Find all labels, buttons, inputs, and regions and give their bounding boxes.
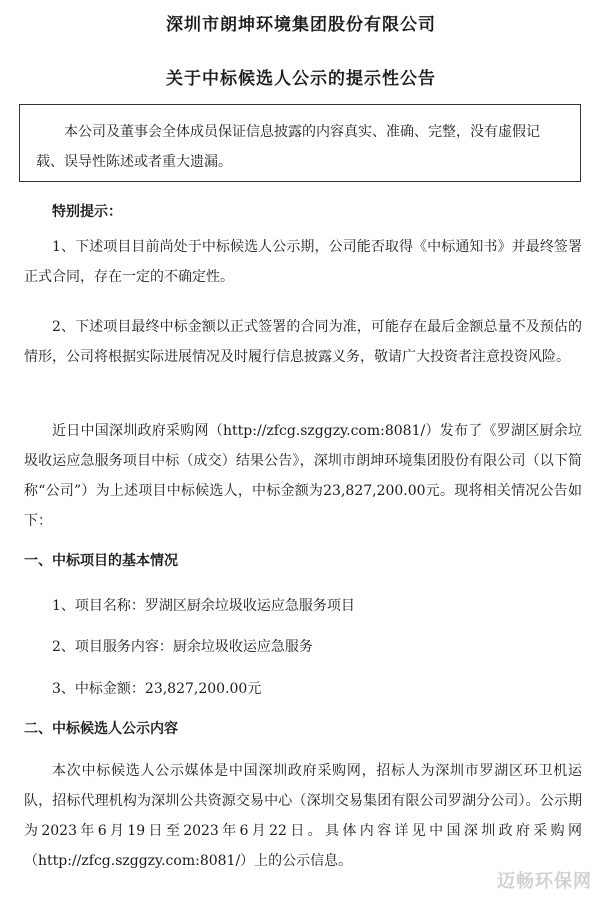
intro-paragraph: 近日中国深圳政府采购网（http://zfcg.szggzy.com:8081/）发布了《罗湖区厨余垃圾收运应急服务项目中标（成交）结果公告》，深圳市朗坤环境集团股份有限公司（以下简称“公司”）为上述项目中标候选人，中标金额为23,827,200.00元。现将相关情况公告如下：: [24, 423, 582, 529]
bid-amount-item: 3、中标金额：23,827,200.00元: [52, 681, 262, 697]
section2-body: 本次中标候选人公示媒体是中国深圳政府采购网，招标人为深圳市罗湖区环卫机运队，招标代理机构为深圳公共资源交易中心（深圳交易集团有限公司罗湖分公司）。公示期为2023年6月19日至2023年6月22日。具体内容详见中国深圳政府采购网（http://zfcg.szggzy.com:8081/）上的公示信息。: [24, 763, 582, 869]
tip-paragraph-1: 1、下述项目目前尚处于中标候选人公示期，公司能否取得《中标通知书》并最终签署正式合同，存在一定的不确定性。: [24, 239, 582, 285]
special-tips-heading: 特别提示：: [52, 204, 122, 220]
project-service-item: 2、项目服务内容：厨余垃圾收运应急服务: [52, 639, 313, 655]
company-name: 深圳市朗坤环境集团股份有限公司: [166, 15, 436, 35]
site-watermark: 迈畅环保网: [497, 871, 592, 892]
section2-heading: 二、中标候选人公示内容: [24, 721, 178, 737]
announcement-title: 关于中标候选人公示的提示性公告: [166, 69, 436, 89]
disclaimer-box: 本公司及董事会全体成员保证信息披露的内容真实、准确、完整，没有虚假记载、误导性陈述或者重大遗漏。: [19, 104, 581, 182]
section1-heading: 一、中标项目的基本情况: [24, 553, 178, 569]
tip-paragraph-2: 2、下述项目最终中标金额以正式签署的合同为准，可能存在最后金额总量不及预估的情形，公司将根据实际进展情况及时履行信息披露义务，敬请广大投资者注意投资风险。: [24, 319, 582, 365]
project-name-item: 1、项目名称：罗湖区厨余垃圾收运应急服务项目: [52, 598, 355, 614]
